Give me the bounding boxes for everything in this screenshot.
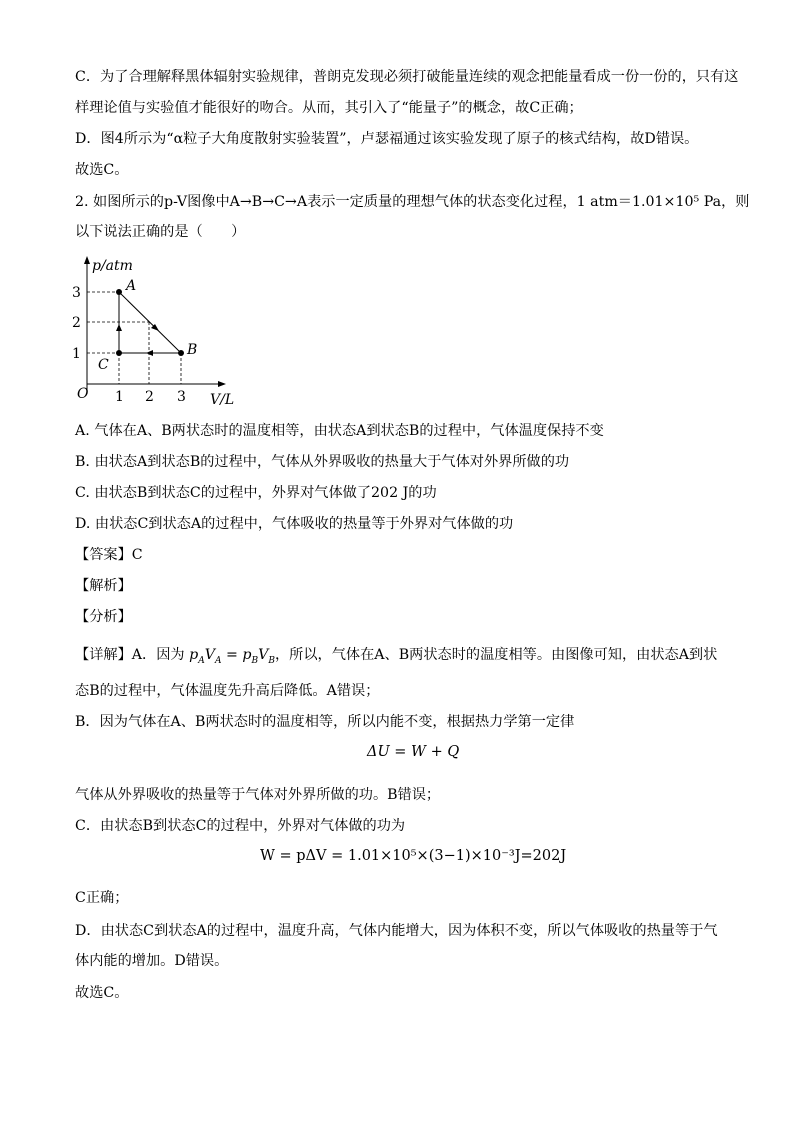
arrow-c-to-a xyxy=(116,324,122,331)
formula-pv: $p_AV_A = p_BV_B$ xyxy=(189,647,275,666)
equation-work: W = pΔV = 1.01×10⁵×(3−1)×10⁻³J=202J xyxy=(260,848,567,864)
detail-d-line-2: 体内能的增加。D错误。 xyxy=(75,953,229,969)
question-2-line-1: 2. 如图所示的p-V图像中A→B→C→A表示一定质量的理想气体的状态变化过程，1 atm＝1.01×10⁵ Pa，则 xyxy=(75,194,750,210)
final-answer: 故选C。 xyxy=(75,985,129,1001)
fenxi-tag: 【分析】 xyxy=(75,609,132,625)
x-axis-label: V/L xyxy=(210,392,235,408)
question-2-line-2: 以下说法正确的是（ ） xyxy=(75,224,246,240)
answer-value: C xyxy=(131,547,143,563)
option-d: D. 由状态C到状态A的过程中，气体吸收的热量等于外界对气体做的功 xyxy=(75,516,514,532)
detail-c-line-2: C正确； xyxy=(75,890,129,906)
x-tick-1: 1 xyxy=(115,389,124,405)
text-line-c-option-1: C．为了合理解释黑体辐射实验规律，普朗克发现必须打破能量连续的观念把能量看成一份一份的，只有这 xyxy=(75,69,739,85)
y-tick-1: 1 xyxy=(72,346,81,362)
y-axis-arrow xyxy=(84,256,90,264)
answer-line xyxy=(75,545,143,565)
detail-a-line-2: 态B的过程中，气体温度先升高后降低。A错误； xyxy=(75,683,380,699)
text-line-c-option-2: 样理论值与实验值才能很好的吻合。从而，其引入了“能量子”的概念，故C正确； xyxy=(75,100,583,116)
pv-graph xyxy=(68,252,268,432)
detail-a-post: ，所以，气体在A、B两状态时的温度相等。由图像可知，由状态A到状 xyxy=(274,647,718,663)
point-a-label: A xyxy=(126,278,137,294)
point-b xyxy=(178,350,184,356)
y-tick-2: 2 xyxy=(72,315,81,331)
text-line-choose-c: 故选C。 xyxy=(75,162,129,178)
x-axis-arrow xyxy=(218,381,226,387)
option-c: C. 由状态B到状态C的过程中，外界对气体做了202 J的功 xyxy=(75,485,437,501)
analysis-tag: 【解析】 xyxy=(75,578,132,594)
y-tick-3: 3 xyxy=(72,285,81,301)
text-line-d-option: D．图4所示为“α粒子大角度散射实验装置”，卢瑟福通过该实验发现了原子的核式结构，故D错误。 xyxy=(75,131,699,147)
equation-first-law: ΔU = W + Q xyxy=(367,744,460,760)
detail-d-line-1: D．由状态C到状态A的过程中，温度升高，气体内能增大，因为体积不变，所以气体吸收的热量等于气 xyxy=(75,923,718,939)
point-a xyxy=(116,289,122,295)
arrow-b-to-c xyxy=(146,350,153,356)
option-a: A. 气体在A、B两状态时的温度相等，由状态A到状态B的过程中，气体温度保持不变 xyxy=(75,423,604,439)
option-b: B. 由状态A到状态B的过程中，气体从外界吸收的热量大于气体对外界所做的功 xyxy=(75,454,570,470)
detail-c-line-1: C．由状态B到状态C的过程中，外界对气体做的功为 xyxy=(75,818,406,834)
process-a-to-b xyxy=(119,292,181,353)
y-axis-label: p/atm xyxy=(92,258,133,274)
x-tick-2: 2 xyxy=(145,389,154,405)
detail-a-pre: A．因为 xyxy=(131,647,185,663)
x-tick-3: 3 xyxy=(177,389,186,405)
point-b-label: B xyxy=(187,342,198,358)
detail-b-line-2: 气体从外界吸收的热量等于气体对外界所做的功。B错误； xyxy=(75,787,441,803)
detail-b-line-1: B．因为气体在A、B两状态时的温度相等，所以内能不变，根据热力学第一定律 xyxy=(75,714,575,730)
origin-label: O xyxy=(77,386,89,402)
answer-tag: 【答案】 xyxy=(75,547,132,563)
point-c-label: C xyxy=(98,357,109,373)
detail-a-line-1 xyxy=(75,645,717,671)
detail-tag: 【详解】 xyxy=(75,647,132,663)
point-c xyxy=(116,350,122,356)
